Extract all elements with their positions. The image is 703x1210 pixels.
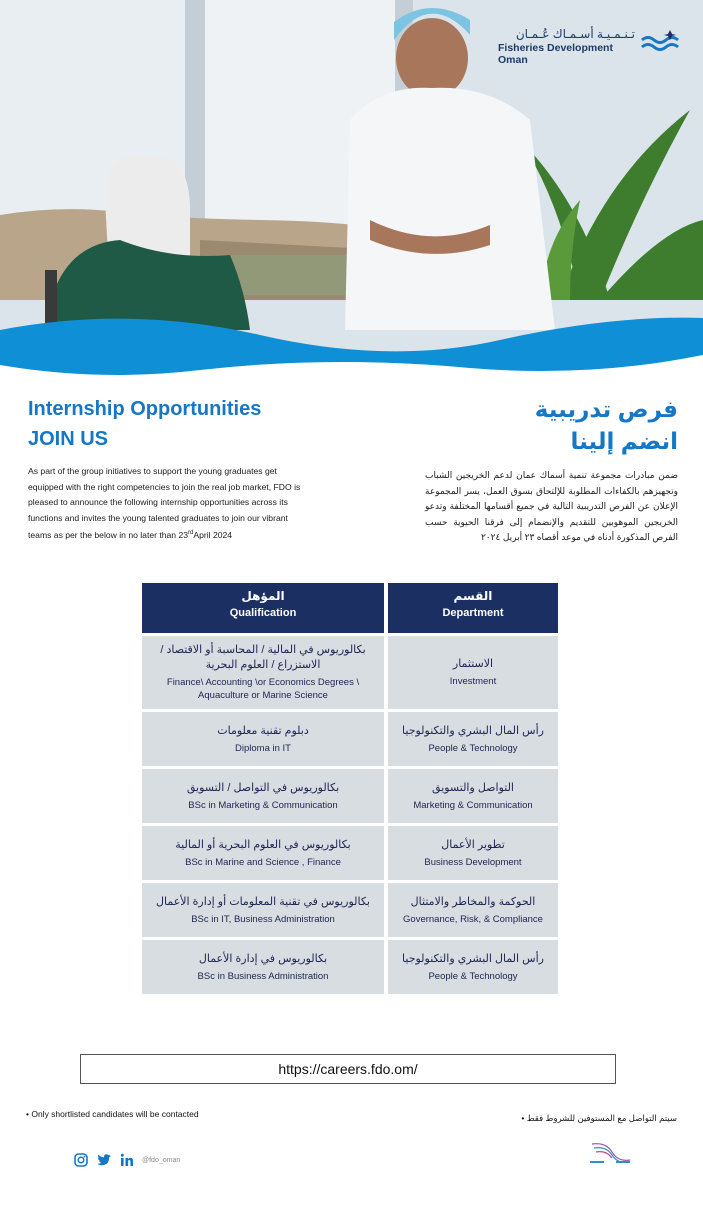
title-arabic: فرص تدريبية (534, 396, 678, 422)
logo-english: Fisheries Development Oman (498, 42, 613, 66)
social-bar (74, 1151, 180, 1169)
note-english: • Only shortlisted candidates will be contacted (26, 1109, 199, 1119)
title-english: Internship Opportunities (28, 398, 262, 420)
note-arabic: سيتم التواصل مع المستوفين للشروط فقط • (521, 1113, 677, 1123)
table-row: بكالوريوس في التواصل / التسويق BSc in Marketing & Communication (142, 769, 384, 823)
table-row: الاستثمار Investment (388, 636, 558, 709)
logo-arabic: تـنـمـيـة أسـمـاك عُـمـان (515, 27, 635, 41)
table-row: رأس المال البشري والتكنولوجيا People & Technology (388, 712, 558, 766)
instagram-icon[interactable] (74, 1153, 88, 1167)
table-row: رأس المال البشري والتكنولوجيا People & Technology (388, 940, 558, 994)
table-row: بكالوريوس في المالية / المحاسبة أو الاقتصاد / الاستزراع / العلوم البحرية Finance\ Accounting \or Economics Degrees \ Aquaculture or Marine Science (142, 636, 384, 709)
join-arabic: انضم إلينا (570, 428, 678, 454)
intro-english: As part of the group initiatives to support the young graduates get equipped with the right competencies to join the real job market, FDO is pleased to announce the following internship opportunities across its functions and invites the young talented graduates to join our vibrant teams as per the below in no later than 23rdApril 2024 (28, 466, 301, 540)
table-row: التواصل والتسويق Marketing & Communication (388, 769, 558, 823)
department-header: القسم Department (388, 583, 558, 633)
qualification-header: المؤهل Qualification (142, 583, 384, 633)
waves-icon (640, 28, 680, 56)
linkedin-icon[interactable] (120, 1153, 134, 1167)
table-row: دبلوم تقنية معلومات Diploma in IT (142, 712, 384, 766)
table-row: بكالوريوس في تقنية المعلومات أو إدارة الأعمال BSc in IT, Business Administration (142, 883, 384, 937)
table-row: بكالوريوس في العلوم البحرية أو المالية BSc in Marine and Science , Finance (142, 826, 384, 880)
join-english: JOIN US (28, 428, 109, 450)
table-row: بكالوريوس في إدارة الأعمال BSc in Business Administration (142, 940, 384, 994)
wave-divider (0, 300, 703, 390)
table-row: الحوكمة والمخاطر والامتثال Governance, Risk, & Compliance (388, 883, 558, 937)
intro-arabic: ضمن مبادرات مجموعة تنمية أسماك عمان لدعم الخريجين الشباب وتجهيزهم بالكفاءات المطلوبة للإلتحاق بسوق العمل، يسر المجموعة الإعلان عن الفرص التدريبية التالية في جميع أقسامها المختلفة وتدعو الخريجين الموهوبين للتقديم والإنضمام إلى فرقنا الحيوية حسب الفرص المذكورة أدناه في موعد أقصاه ٢٣ أبريل ٢٠٢٤ (425, 470, 678, 542)
twitter-icon[interactable] (96, 1153, 112, 1167)
careers-link[interactable]: https://careers.fdo.om/ (80, 1054, 616, 1084)
social-handle: @fdo_oman (142, 1156, 181, 1164)
table-row: تطوير الأعمال Business Development (388, 826, 558, 880)
partner-logo (588, 1140, 634, 1166)
